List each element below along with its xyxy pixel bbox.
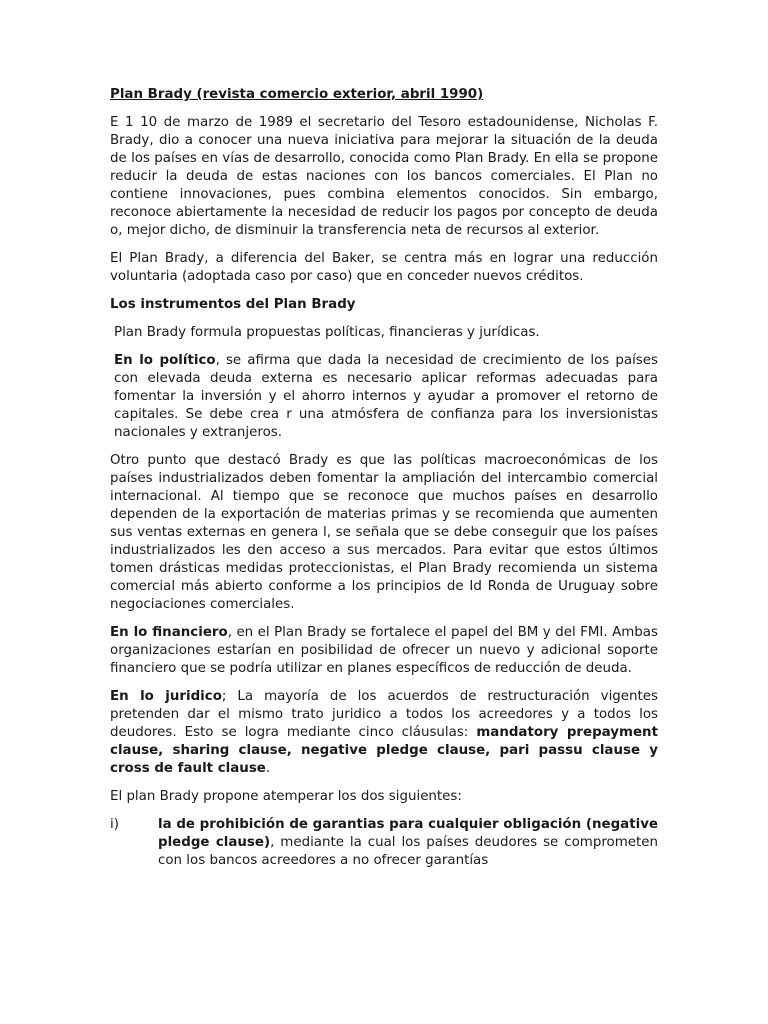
section-heading: Los instrumentos del Plan Brady <box>110 297 356 312</box>
paragraph-proposals: Plan Brady formula propuestas políticas, financieras y jurídicas. <box>114 325 540 340</box>
document-page <box>110 86 658 870</box>
juridico-end: . <box>265 761 271 776</box>
juridico-text: ; La mayoría de los acuerdos de restructuración vigentes pretenden dar el mismo trato juridico a todos los acreedores y a todos los deudores. Esto se logra mediante cinco cláusulas: <box>110 689 658 740</box>
paragraph-financiero <box>110 624 658 678</box>
politico-text: , se afirma que dada la necesidad de crecimiento de los países con elevada deuda externa es necesario aplicar reformas adecuadas para fomentar la inversión y el ahorro internos y ayudar a promover el retorno de capitales. Se debe crea r una atmósfera de confianza para los inversionistas nacionales y extranjeros. <box>114 353 658 440</box>
list-text <box>158 816 658 870</box>
paragraph-baker: El Plan Brady, a diferencia del Baker, se centra más en lograr una reducción voluntaria (adoptada caso por caso) que en conceder nuevos créditos. <box>110 251 658 284</box>
paragraph-trade: Otro punto que destacó Brady es que las políticas macroeconómicas de los países industrializados deben fomentar la ampliación del intercambio comercial internacional. Al tiempo que se reconoce que muchos países en desarrollo dependen de la exportación de materias primas y se recomienda que aumenten sus ventas externas en genera l, se señala que se debe conseguir que los países industrializados les den acceso a sus mercados. Para evitar que estos últimos tomen drásticas medidas proteccionistas, el Plan Brady recomienda un sistema comercial más abierto conforme a los principios de Id Ronda de Uruguay sobre negociaciones comerciales. <box>110 453 658 612</box>
list-marker: i) <box>110 817 119 832</box>
financiero-text: , en el Plan Brady se fortalece el papel del BM y del FMI. Ambas organizaciones estarían en posibilidad de ofrecer un nuevo y adicional soporte financiero que se podría utilizar en planes específicos de reducción de deuda. <box>110 625 658 676</box>
paragraph-atemperar: El plan Brady propone atemperar los dos siguientes: <box>110 789 462 804</box>
document-title: Plan Brady (revista comercio exterior, abril 1990) <box>110 87 484 102</box>
clauses-list: mandatory prepayment clause, sharing clause, negative pledge clause, pari passu clause y cross de fault clause <box>110 725 658 776</box>
financiero-label: En lo financiero <box>110 625 228 640</box>
list-item <box>110 816 658 870</box>
politico-label: En lo político <box>114 353 216 368</box>
list-rest-text: , mediante la cual los países deudores se comprometen con los bancos acreedores a no ofrecer garantías <box>158 835 658 868</box>
juridico-label: En lo juridico <box>110 689 222 704</box>
paragraph-politico <box>110 352 658 442</box>
list-bold-text: la de prohibición de garantias para cualquier obligación (negative pledge clause) <box>158 817 658 850</box>
paragraph-intro: E 1 10 de marzo de 1989 el secretario del Tesoro estadounidense, Nicholas F. Brady, dio a conocer una nueva iniciativa para mejorar la situación de la deuda de los países en vías de desarrollo, conocida como Plan Brady. En ella se propone reducir la deuda de estas naciones con los bancos comerciales. El Plan no contiene innovaciones, pues combina elementos conocidos. Sin embargo, reconoce abiertamente la necesidad de reducir los pagos por concepto de deuda o, mejor dicho, de disminuir la transferencia neta de recursos al exterior. <box>110 115 658 238</box>
paragraph-juridico <box>110 688 658 778</box>
